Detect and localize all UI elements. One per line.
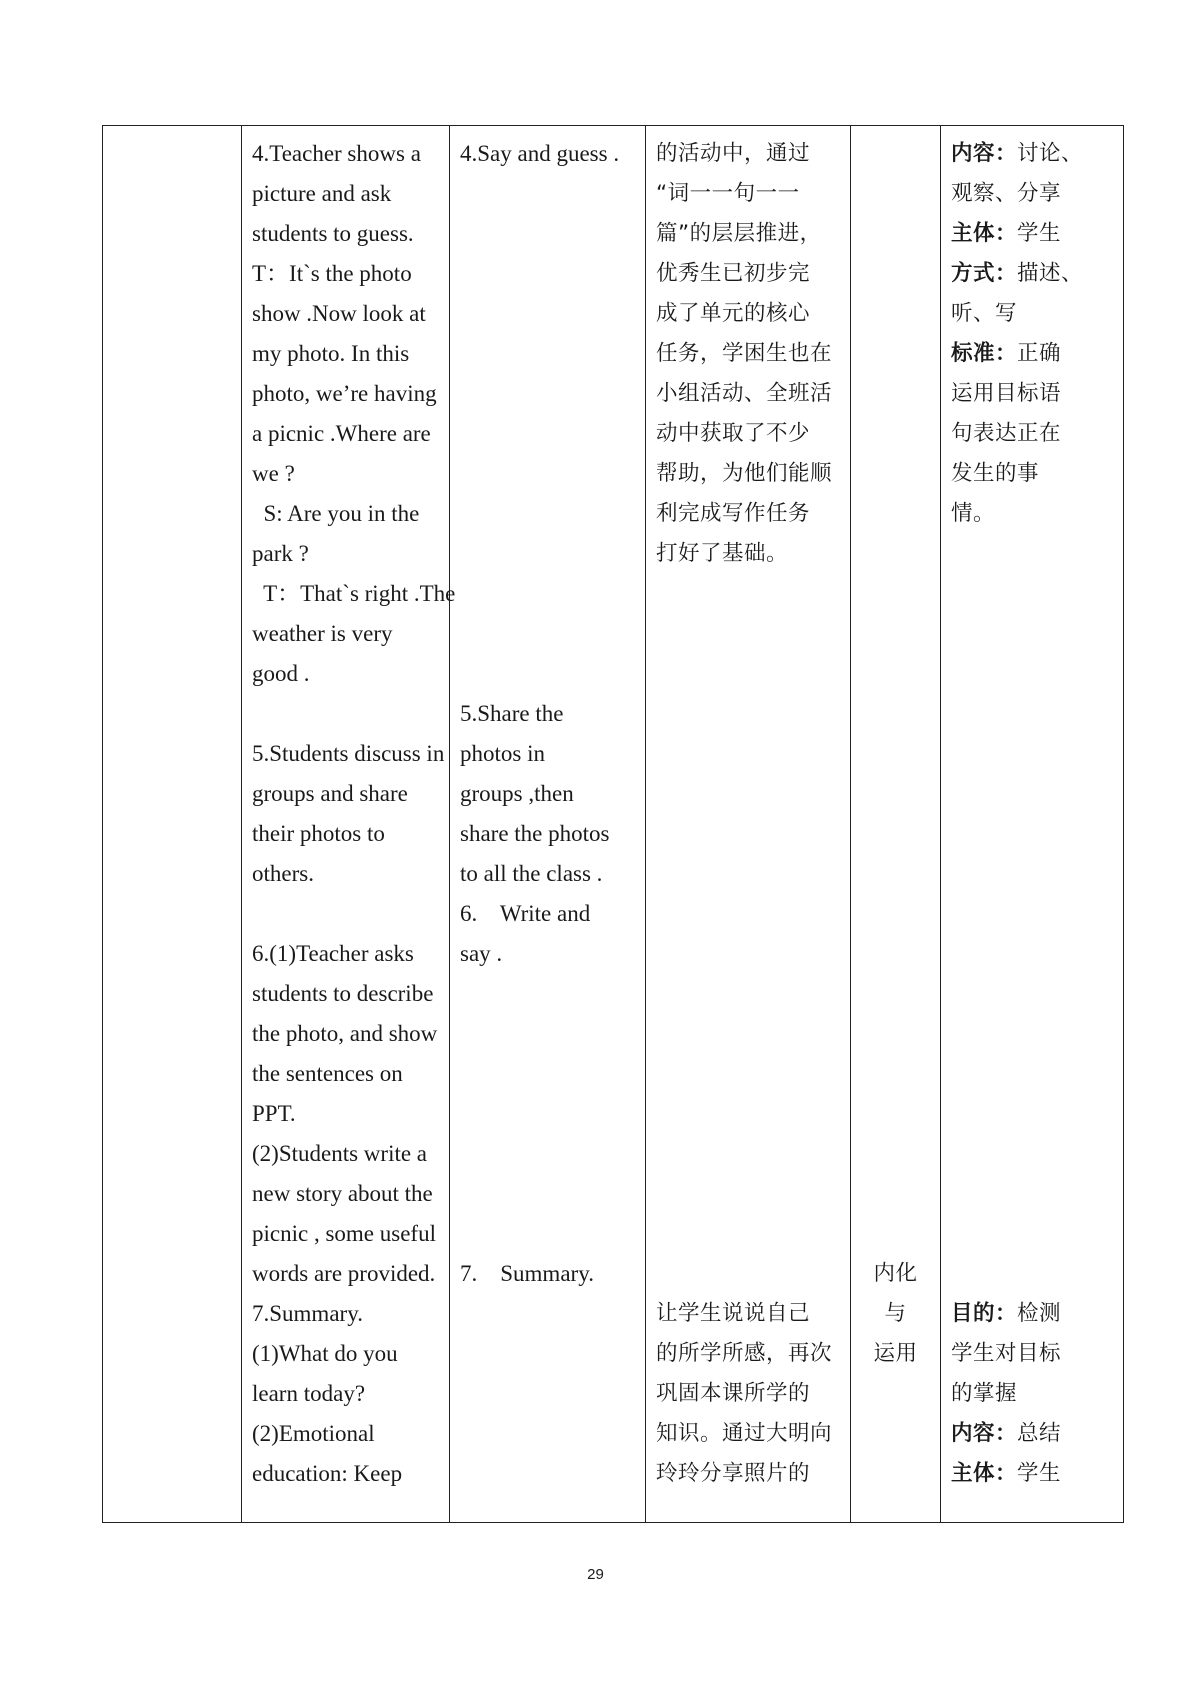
page-number: 29 (587, 1566, 604, 1583)
student-activity-cell (450, 126, 646, 1523)
teacher-step-5: 5.Students discuss in groups and share their photos to others. (252, 741, 445, 886)
student-step-5-6: 5.Share the photos in groups ,then share the photos to all the class . 6. Write and say . (460, 701, 610, 966)
evaluation-text-1: 内容：讨论、 观察、分享 主体：学生 方式：描述、 听、写 标准：正确 运用目标语 句表达正在 发生的事 情。 (951, 141, 1084, 526)
evaluation-cell (941, 126, 1124, 1523)
design-intent-text-1: 的活动中，通过 “词一一句一一 篇”的层层推进， 优秀生已初步完 成了单元的核心 任务，学困生也在 小组活动、全班活 动中获取了不少 帮助，为他们能顺 利完成写作任务 打好了基础。 (656, 141, 833, 566)
lesson-plan-table (102, 125, 1124, 1523)
teacher-step-6-7: 6.(1)Teacher asks students to describe the photo, and show the sentences on PPT. (2)Students write a new story about the picnic , some useful words are provided. 7.Summary. (1)What do you learn today? (2)Emotional education: Keep (252, 941, 438, 1486)
ability-level-cell (851, 126, 941, 1523)
ability-level-label: 内化 与 运用 (873, 1261, 918, 1366)
stage-cell (103, 126, 242, 1523)
student-step-7: 7. Summary. (460, 1261, 594, 1286)
teacher-activity-cell (242, 126, 456, 1523)
design-intent-cell (646, 126, 851, 1523)
evaluation-text-2: 目的：检测 学生对目标 的掌握 内容：总结 主体：学生 (951, 1301, 1062, 1486)
table-row (103, 126, 1124, 1523)
teacher-step-4: 4.Teacher shows a picture and ask students to guess. T：It`s the photo show .Now look at my photo. In this photo, we’re having a picnic .Where are we ? S: Are you in the park ? T：That`s right .The weather is very good . (252, 141, 456, 686)
design-intent-text-2: 让学生说说自己 的所学所感，再次 巩固本课所学的 知识。通过大明向 玲玲分享照片的 (656, 1301, 833, 1486)
student-step-4: 4.Say and guess . (460, 141, 620, 166)
